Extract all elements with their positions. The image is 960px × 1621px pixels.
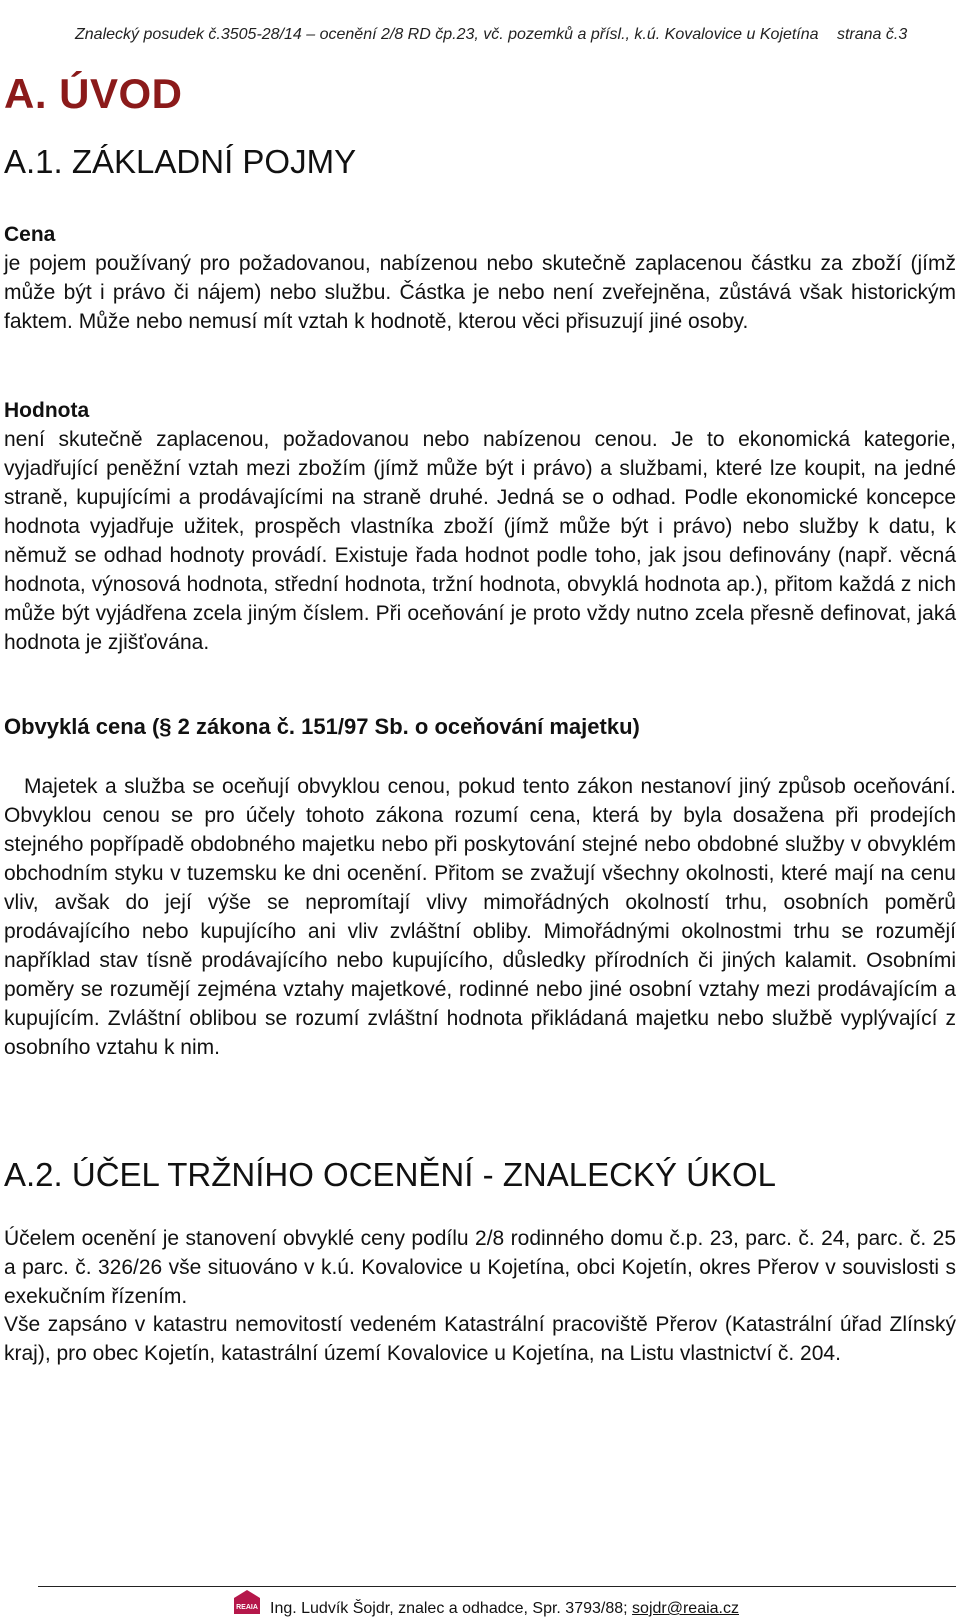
footer [270,1600,739,1618]
cena-text: je pojem používaný pro požadovanou, nabízenou nebo skutečně zaplacenou částku za zboží (jímž může být i právo či nájem) nebo službu. Částka je nebo není zveřejněna, zůstává však historickým faktem. Může nebo nemusí mít vztah k hodnotě, kterou věci přisuzují jiné osoby. [4,252,956,333]
page-header [75,26,955,44]
logo-text: REAIA [236,1604,258,1611]
cena-term: Cena [4,223,56,246]
footer-divider [38,1586,956,1587]
header-text: Znalecký posudek č.3505-28/14 – ocenění 2/8 RD čp.23, vč. pozemků a přísl., k.ú. Kovalovice u Kojetína [75,26,819,43]
cena-definition [4,220,956,336]
obvykla-cena-text: Majetek a služba se oceňují obvyklou cenou, pokud tento zákon nestanoví jiný způsob oceňování. Obvyklou cenou se pro účely tohoto zákona rozumí cena, která by byla dosažena při prodejích stejného popřípadě obdobného majetku nebo při poskytování stejné nebo obdobné služby v obvyklém obchodním styku v tuzemsku ke dni ocenění. Přitom se zvažují všechny okolnosti, které mají na cenu vliv, avšak do její výše se nepromítají vlivy mimořádných okolností trhu, osobních poměrů prodávajícího nebo kupujícího ani vliv zvláštní obliby. Mimořádnými okolnostmi trhu se rozumějí například stav tísně prodávajícího nebo kupujícího, důsledky přírodních či jiných kalamit. Osobními poměry se rozumějí zejména vztahy majetkové, rodinné nebo jiné osobní vztahy mezi prodávajícím a kupujícím. Zvláštní oblibou se rozumí zvláštní hodnota přikládaná majetku nebo službě vyplývající z osobního vztahu k nim. [4,775,956,1059]
footer-email-link[interactable]: sojdr@reaia.cz [632,1600,739,1617]
footer-author: Ing. Ludvík Šojdr, znalec a odhadce, Spr. 3793/88; [270,1600,628,1617]
reaia-logo [232,1588,262,1614]
hodnota-term: Hodnota [4,399,90,422]
section-a2-title: A.2. ÚČEL TRŽNÍHO OCENĚNÍ - ZNALECKÝ ÚKOL [4,1156,776,1193]
section-a1-title: A.1. ZÁKLADNÍ POJMY [4,143,357,180]
hodnota-definition [4,396,956,657]
ucel-paragraph-2: Vše zapsáno v katastru nemovitostí vedeném Katastrální pracoviště Přerov (Katastrální úřad Zlínský kraj), pro obec Kojetín, katastrální území Kovalovice u Kojetína, na Listu vlastnictví č. 204. [4,1313,956,1365]
section-a-title: A. ÚVOD [4,70,183,117]
page-number: strana č.3 [836,26,908,43]
hodnota-text: není skutečně zaplacenou, požadovanou nebo nabízenou cenou. Je to ekonomická kategorie, vyjadřující peněžní vztah mezi zbožím (jímž může být i právo) a službami, které lze koupit, na jedné straně, kupujícími a prodávajícími na straně druhé. Jedná se o odhad. Podle ekonomické koncepce hodnota vyjadřuje užitek, prospěch vlastníka zboží (jímž může být i právo) nebo služby k datu, k němuž se odhad hodnoty provádí. Existuje řada hodnot podle toho, jak jsou definovány (např. věcná hodnota, výnosová hodnota, střední hodnota, tržní hodnota, obvyklá hodnota ap.), přitom každá z nich může být vyjádřena zcela jiným číslem. Při oceňování je proto vždy nutno zcela přesně definovat, jaká hodnota je zjišťována. [4,428,956,654]
obvykla-cena-title: Obvyklá cena (§ 2 zákona č. 151/97 Sb. o oceňování majetku) [4,714,640,739]
ucel-paragraph-1: Účelem ocenění je stanovení obvyklé ceny podílu 2/8 rodinného domu č.p. 23, parc. č. 24, parc. č. 25 a parc. č. 326/26 vše situováno v k.ú. Kovalovice u Kojetína, obci Kojetín, okres Přerov v souvislosti s exekučním řízením. [4,1227,956,1308]
